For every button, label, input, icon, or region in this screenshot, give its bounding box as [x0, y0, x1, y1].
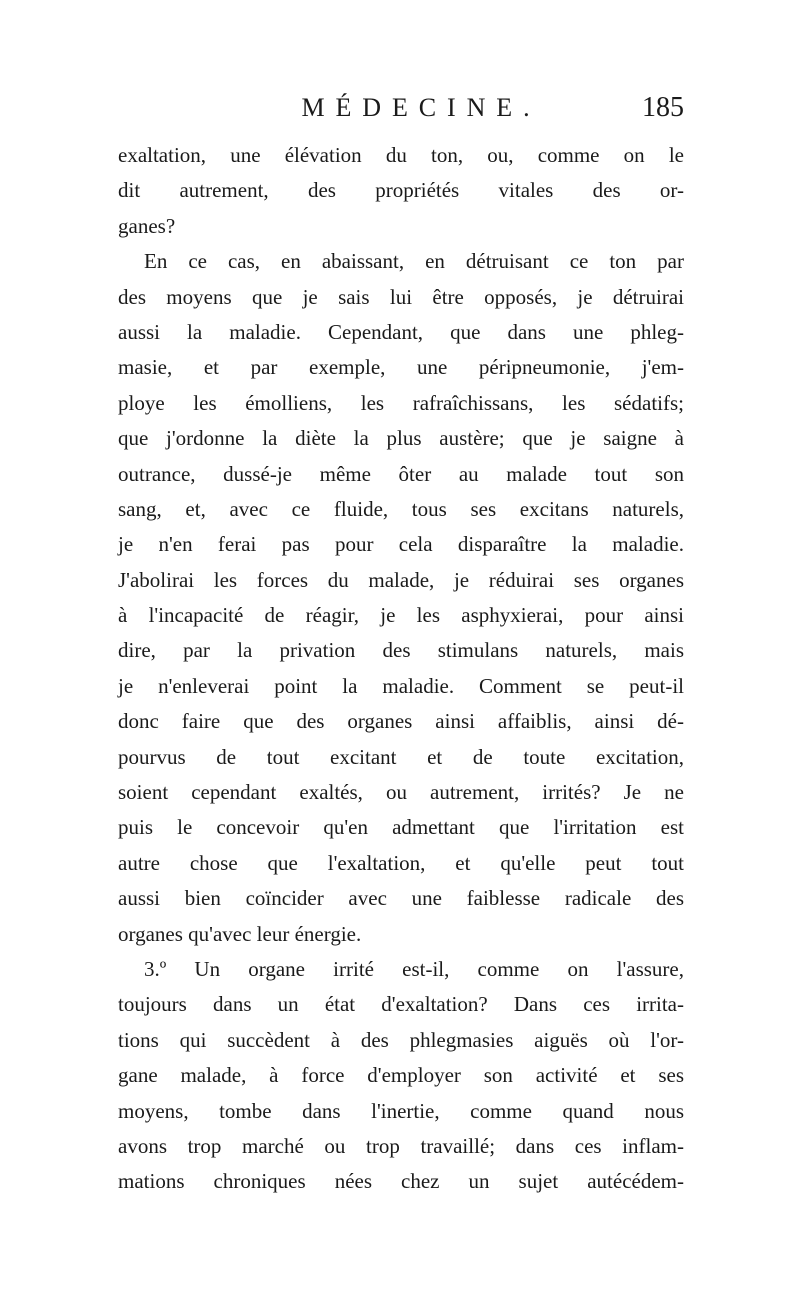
- text-line: que j'ordonne la diète la plus austère; que je saigne à: [118, 426, 684, 451]
- text-line: des moyens que je sais lui être opposés, je détruirai: [118, 284, 684, 309]
- text-line: aussi la maladie. Cependant, que dans une phleg-: [118, 319, 684, 344]
- page-number: 185: [642, 92, 684, 123]
- text-line: dit autrement, des propriétés vitales des or-: [118, 178, 684, 203]
- text-line: outrance, dussé-je même ôter au malade tout son: [118, 461, 684, 486]
- text-line: pourvus de tout excitant et de toute excitation,: [118, 744, 684, 769]
- text-line: puis le concevoir qu'en admettant que l'irritation est: [118, 815, 684, 840]
- text-line: aussi bien coïncider avec une faiblesse radicale des: [118, 886, 684, 911]
- text-line: J'abolirai les forces du malade, je réduirai ses organes: [118, 567, 684, 592]
- paragraph-start-line: 3.º Un organe irrité est-il, comme on l'assure,: [144, 956, 684, 981]
- text-line: je n'en ferai pas pour cela disparaître la maladie.: [118, 532, 684, 557]
- text-line: je n'enleverai point la maladie. Comment se peut-il: [118, 673, 684, 698]
- text-line: tions qui succèdent à des phlegmasies aiguës où l'or-: [118, 1027, 684, 1052]
- text-line: gane malade, à force d'employer son activité et ses: [118, 1063, 684, 1088]
- running-head: [118, 88, 684, 128]
- text-line: sang, et, avec ce fluide, tous ses excitans naturels,: [118, 496, 684, 521]
- text-line: organes qu'avec leur énergie.: [118, 921, 362, 946]
- text-line: à l'incapacité de réagir, je les asphyxierai, pour ainsi: [118, 603, 684, 628]
- text-line: autre chose que l'exaltation, et qu'elle peut tout: [118, 850, 684, 875]
- text-line: ploye les émolliens, les rafraîchissans, les sédatifs;: [118, 390, 684, 415]
- text-line: avons trop marché ou trop travaillé; dans ces inflam-: [118, 1133, 684, 1158]
- text-line: toujours dans un état d'exaltation? Dans ces irrita-: [118, 992, 684, 1017]
- text-line: ganes?: [118, 213, 176, 238]
- text-line: mations chroniques nées chez un sujet autécédem-: [118, 1169, 684, 1194]
- body-text: [118, 138, 684, 1200]
- text-line: moyens, tombe dans l'inertie, comme quand nous: [118, 1098, 684, 1123]
- text-line: dire, par la privation des stimulans naturels, mais: [118, 638, 684, 663]
- running-title: MÉDECINE.: [301, 93, 541, 122]
- text-line: donc faire que des organes ainsi affaiblis, ainsi dé-: [118, 709, 684, 734]
- text-line: soient cependant exaltés, ou autrement, irrités? Je ne: [118, 780, 684, 805]
- text-line: exaltation, une élévation du ton, ou, comme on le: [118, 143, 684, 167]
- text-line: masie, et par exemple, une péripneumonie, j'em-: [118, 355, 684, 380]
- paragraph-start-line: En ce cas, en abaissant, en détruisant ce ton par: [144, 249, 684, 274]
